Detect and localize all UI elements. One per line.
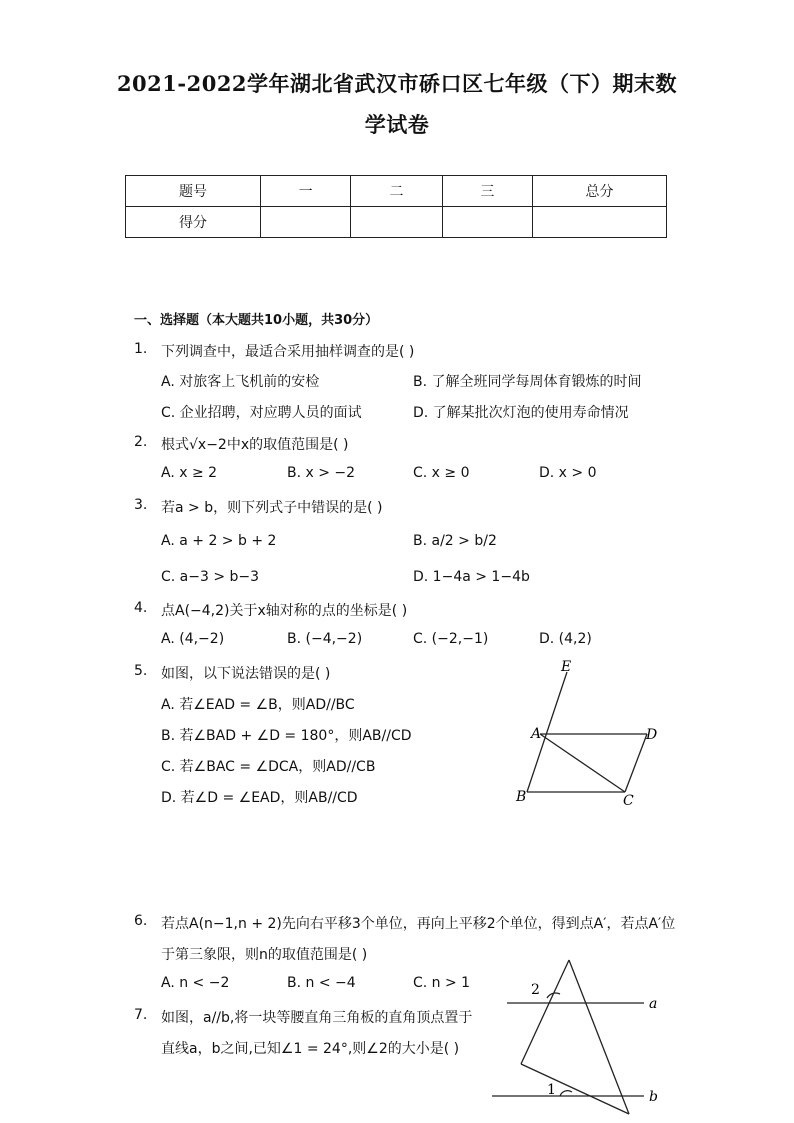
option-a[interactable]: A. x ≥ 2 <box>161 465 218 481</box>
score-header-cell: 三 <box>442 176 532 207</box>
question-text: 若a > b，则下列式子中错误的是( ) <box>161 500 383 516</box>
exam-title-line1: 2021-2022学年湖北省武汉市硚口区七年级（下）期末数 <box>116 71 678 96</box>
option-d[interactable]: D. 1−4a > 1−4b <box>413 569 530 585</box>
label-line-b: b <box>649 1089 658 1105</box>
question-text: 如图，以下说法错误的是( ) <box>161 666 331 682</box>
option-d[interactable]: D. (4,2) <box>539 631 592 647</box>
line-dc <box>625 734 647 792</box>
option-b[interactable]: B. 若∠BAD + ∠D = 180°，则AB//CD <box>161 728 412 744</box>
option-c[interactable]: C. a−3 > b−3 <box>161 569 260 585</box>
question-number: 7. <box>134 1007 148 1023</box>
score-table-row <box>126 207 667 238</box>
option-b[interactable]: B. (−4,−2) <box>287 631 363 647</box>
question-number: 5. <box>134 663 148 679</box>
label-a: A <box>531 726 542 742</box>
question-text: 如图，a//b,将一块等腰直角三角板的直角顶点置于 <box>161 1010 473 1026</box>
option-a[interactable]: A. (4,−2) <box>161 631 225 647</box>
question-number: 3. <box>134 497 148 513</box>
option-c[interactable]: C. (−2,−1) <box>413 631 489 647</box>
score-cell <box>442 207 532 238</box>
score-row-label: 得分 <box>126 207 261 238</box>
option-b[interactable]: B. n < −4 <box>287 975 356 991</box>
option-b[interactable]: B. 了解全班同学每周体育锻炼的时间 <box>413 374 642 390</box>
option-a[interactable]: A. 对旅客上飞机前的安检 <box>161 374 320 390</box>
option-c[interactable]: C. n > 1 <box>413 975 471 991</box>
question-text-cont: 于第三象限，则n的取值范围是( ) <box>161 947 368 963</box>
score-header-cell: 题号 <box>126 176 261 207</box>
option-d[interactable]: D. 若∠D = ∠EAD，则AB//CD <box>161 790 358 806</box>
option-c[interactable]: C. x ≥ 0 <box>413 465 470 481</box>
score-cell <box>351 207 442 238</box>
angle-1-arc <box>560 1091 572 1096</box>
line-ac <box>540 734 625 792</box>
score-header-cell: 总分 <box>533 176 667 207</box>
option-d[interactable]: D. x > 0 <box>539 465 597 481</box>
question-text: 根式√x−2中x的取值范围是( ) <box>161 437 349 453</box>
option-a[interactable]: A. n < −2 <box>161 975 230 991</box>
label-angle-1: 1 <box>547 1082 556 1098</box>
question-text-cont: 直线a，b之间,已知∠1 = 24°,则∠2的大小是( ) <box>161 1041 460 1057</box>
score-header-cell: 一 <box>260 176 350 207</box>
question-text: 点A(−4,2)关于x轴对称的点的坐标是( ) <box>161 603 408 619</box>
question-number: 2. <box>134 434 148 450</box>
question-number: 6. <box>134 913 148 929</box>
score-cell <box>533 207 667 238</box>
score-cell <box>260 207 350 238</box>
question-number: 1. <box>134 341 148 357</box>
score-header-cell: 二 <box>351 176 442 207</box>
parallelogram-figure <box>510 660 670 810</box>
option-c[interactable]: C. 若∠BAC = ∠DCA，则AD//CB <box>161 759 376 775</box>
label-d: D <box>646 727 658 743</box>
exam-title-line2: 学试卷 <box>364 112 430 137</box>
section-heading: 一、选择题（本大题共10小题，共30分） <box>134 313 379 328</box>
angle-2-arc <box>547 993 560 998</box>
question-text: 下列调查中，最适合采用抽样调查的是( ) <box>161 344 415 360</box>
option-c[interactable]: C. 企业招聘，对应聘人员的面试 <box>161 405 362 421</box>
question-number: 4. <box>134 600 148 616</box>
question-text: 若点A(n−1,n + 2)先向右平移3个单位，再向上平移2个单位，得到点A′，若点A′位 <box>161 916 676 932</box>
option-d[interactable]: D. 了解某批次灯泡的使用寿命情况 <box>413 405 629 421</box>
option-b[interactable]: B. x > −2 <box>287 465 356 481</box>
option-a[interactable]: A. 若∠EAD = ∠B，则AD//BC <box>161 697 355 713</box>
label-e: E <box>561 660 572 675</box>
label-line-a: a <box>649 996 658 1012</box>
score-table <box>125 175 667 238</box>
triangle-parallel-lines-figure <box>492 952 672 1122</box>
option-b[interactable]: B. a/2 > b/2 <box>413 533 497 549</box>
label-angle-2: 2 <box>531 982 540 998</box>
option-a[interactable]: A. a + 2 > b + 2 <box>161 533 277 549</box>
triangle-side <box>521 960 569 1064</box>
label-c: C <box>623 793 634 809</box>
score-table-header-row <box>126 176 667 207</box>
label-b: B <box>516 789 527 805</box>
